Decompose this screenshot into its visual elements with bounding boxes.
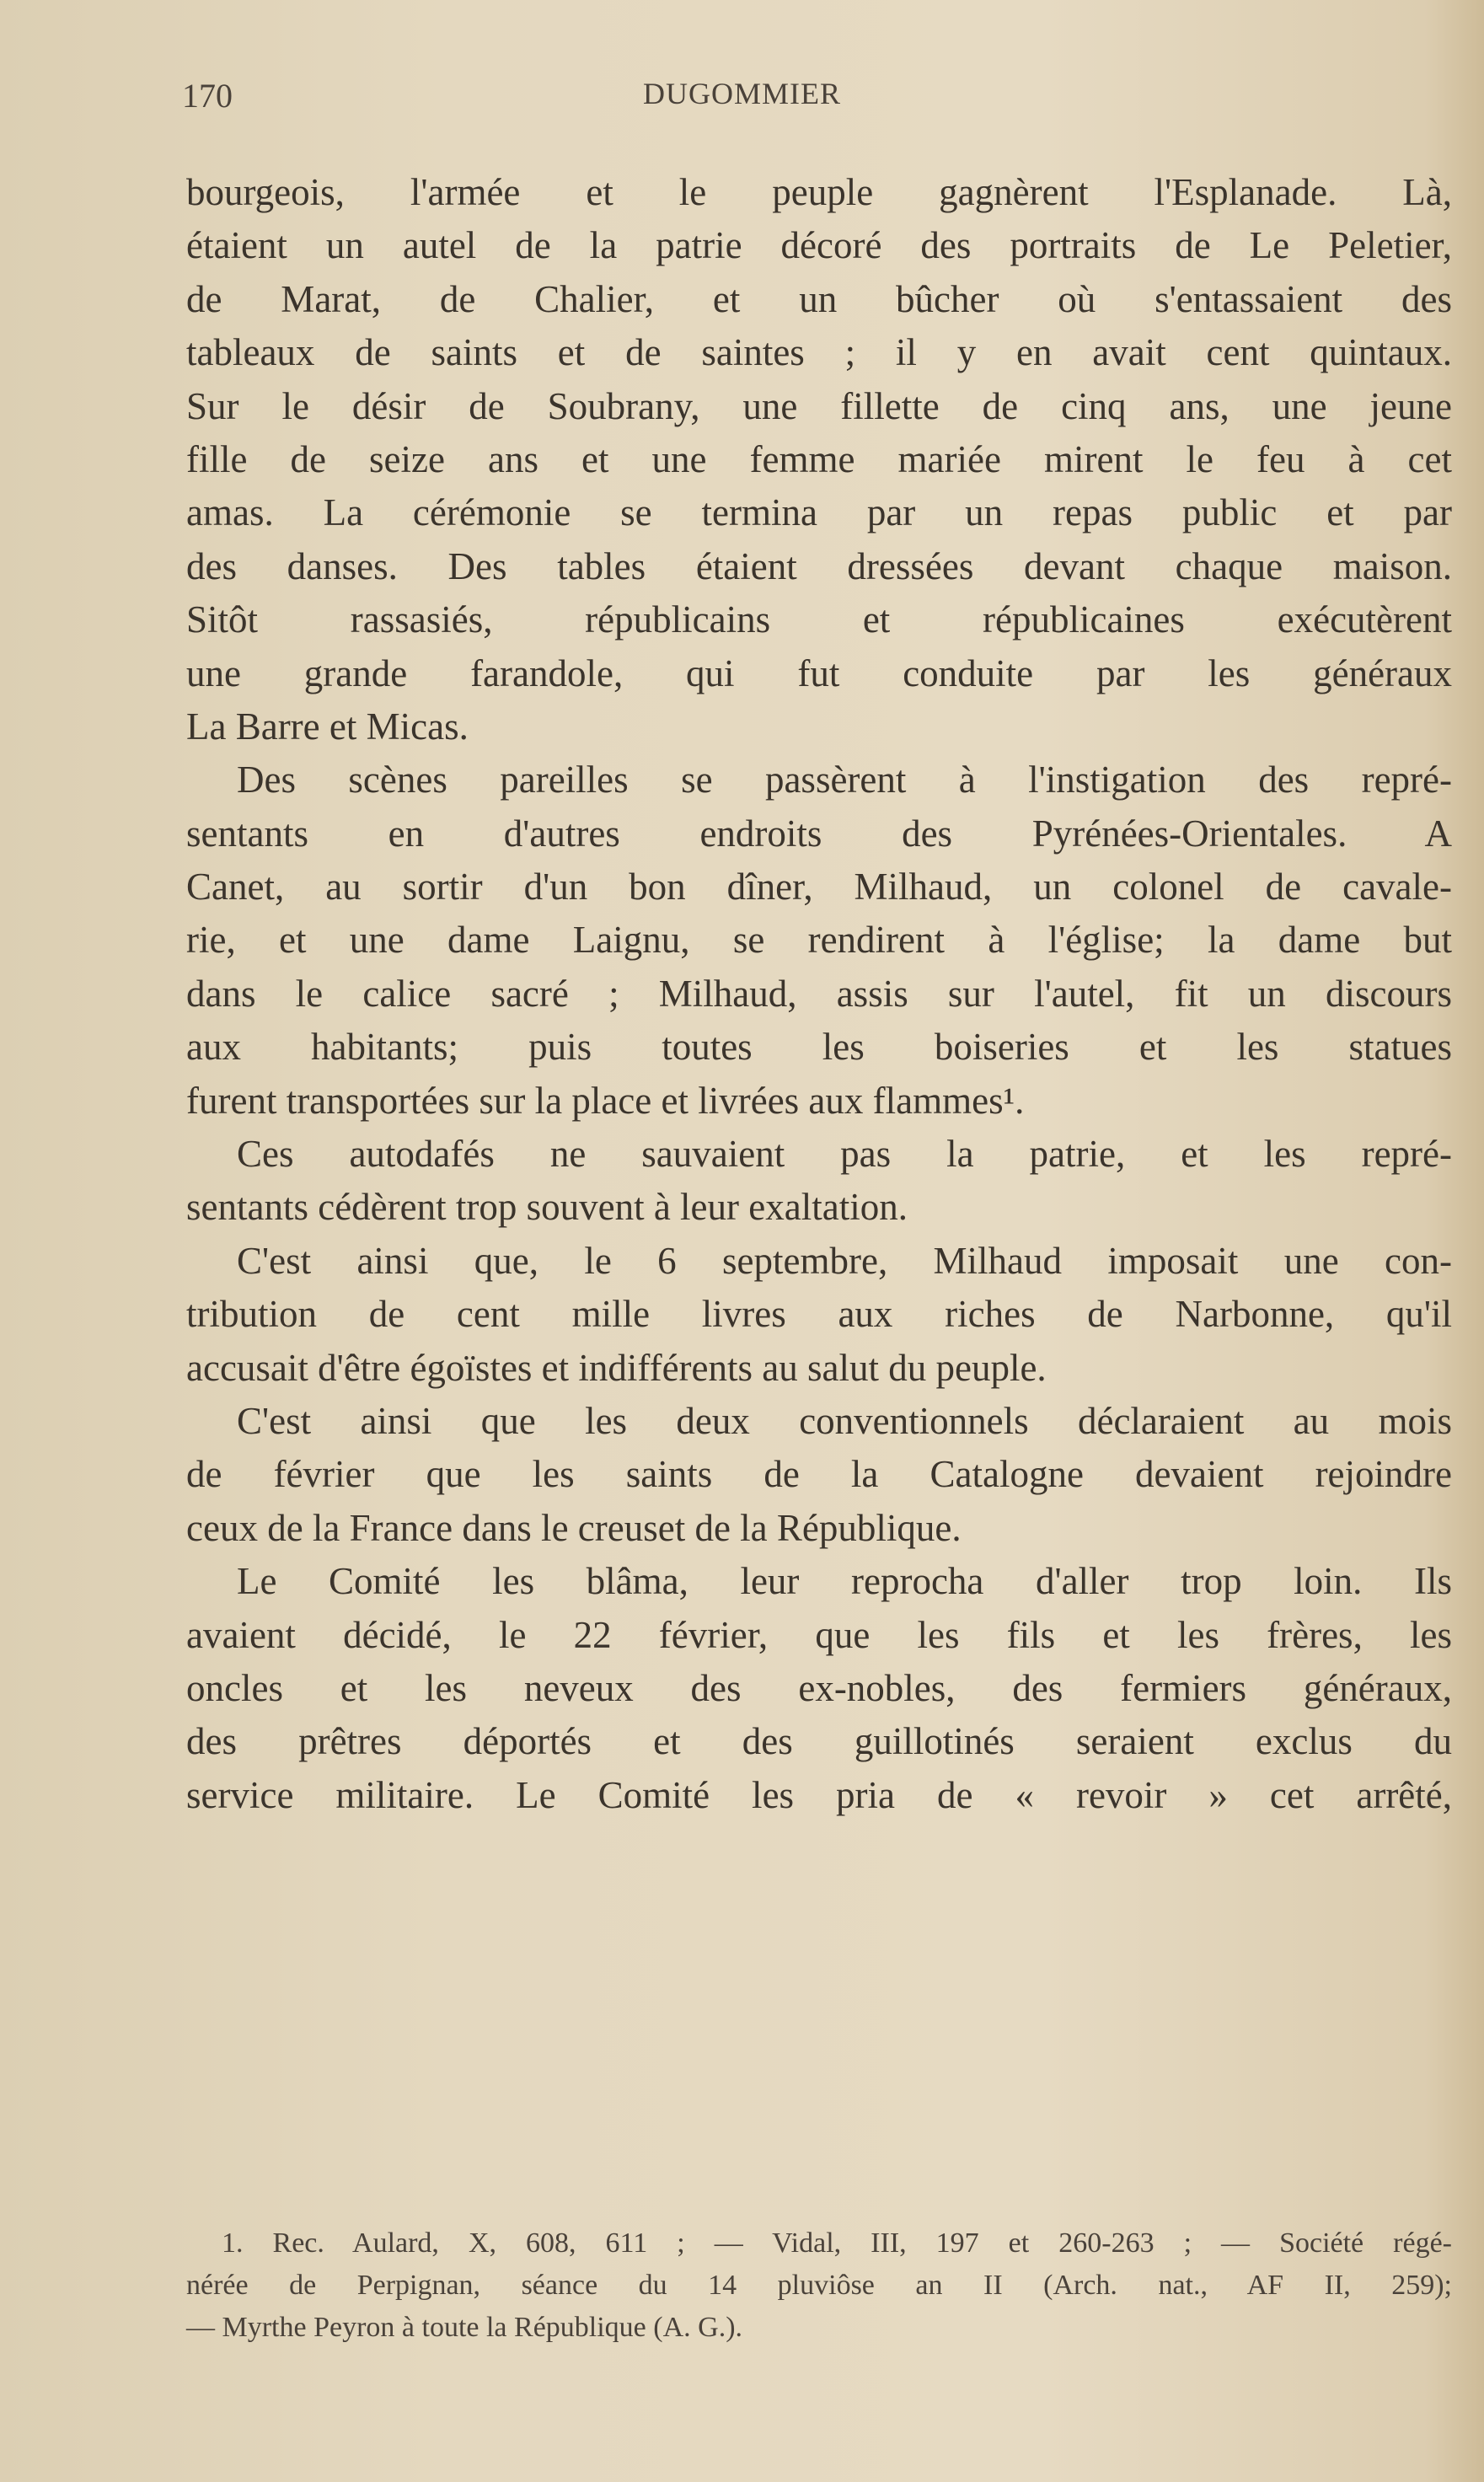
text-line: de février que les saints de la Catalogne devaient rejoindre bbox=[186, 1453, 1452, 1496]
text-line: C'est ainsi que les deux conventionnels déclaraient au mois bbox=[237, 1399, 1452, 1442]
text-line: Ces autodafés ne sauvaient pas la patrie, et les repré- bbox=[237, 1133, 1452, 1176]
text-line: Le Comité les blâma, leur reprocha d'aller trop loin. Ils bbox=[237, 1560, 1452, 1603]
text-line: dans le calice sacré ; Milhaud, assis sur l'autel, fit un discours bbox=[186, 972, 1452, 1015]
text-line: de Marat, de Chalier, et un bûcher où s'entassaient des bbox=[186, 277, 1452, 320]
text-line: oncles et les neveux des ex-nobles, des fermiers généraux, bbox=[186, 1666, 1452, 1709]
text-line: étaient un autel de la patrie décoré des portraits de Le Peletier, bbox=[186, 224, 1452, 267]
text-line: des prêtres déportés et des guillotinés seraient exclus du bbox=[186, 1720, 1452, 1763]
text-line: des danses. Des tables étaient dressées devant chaque maison. bbox=[186, 544, 1452, 587]
text-line: accusait d'être égoïstes et indifférents au salut du peuple. bbox=[186, 1346, 1047, 1389]
text-line: service militaire. Le Comité les pria de « revoir » cet arrêté, bbox=[186, 1773, 1452, 1816]
text-line: tableaux de saints et de saintes ; il y en avait cent quintaux. bbox=[186, 331, 1452, 374]
text-line: tribution de cent mille livres aux riches de Narbonne, qu'il bbox=[186, 1293, 1452, 1336]
footnote-line: — Myrthe Peyron à toute la République (A. G.). bbox=[186, 2312, 743, 2343]
footnote-line: nérée de Perpignan, séance du 14 pluviôse an II (Arch. nat., AF II, 259); bbox=[186, 2270, 1452, 2301]
text-line: Des scènes pareilles se passèrent à l'instigation des repré- bbox=[237, 759, 1452, 801]
text-line: furent transportées sur la place et livrées aux flammes¹. bbox=[186, 1079, 1025, 1122]
text-line: Sitôt rassasiés, républicains et républicaines exécutèrent bbox=[186, 598, 1452, 641]
page-number: 170 bbox=[182, 77, 233, 115]
text-line: La Barre et Micas. bbox=[186, 705, 469, 748]
text-line: sentants cédèrent trop souvent à leur exaltation. bbox=[186, 1186, 908, 1229]
text-line: une grande farandole, qui fut conduite par les généraux bbox=[186, 651, 1452, 694]
text-line: ceux de la France dans le creuset de la République. bbox=[186, 1506, 962, 1549]
text-line: aux habitants; puis toutes les boiseries et les statues bbox=[186, 1026, 1452, 1069]
footnote-line: 1. Rec. Aulard, X, 608, 611 ; — Vidal, III, 197 et 260-263 ; — Société régé- bbox=[222, 2227, 1452, 2259]
text-line: Canet, au sortir d'un bon dîner, Milhaud, un colonel de cavale- bbox=[186, 866, 1452, 909]
text-line: Sur le désir de Soubrany, une fillette de cinq ans, une jeune bbox=[186, 384, 1452, 427]
text-line: fille de seize ans et une femme mariée mirent le feu à cet bbox=[186, 437, 1452, 480]
body-text bbox=[186, 166, 1452, 1822]
footnotes bbox=[186, 2222, 1452, 2349]
running-title: DUGOMMIER bbox=[642, 77, 841, 110]
text-line: rie, et une dame Laignu, se rendirent à l'église; la dame but bbox=[186, 919, 1452, 962]
text-line: amas. La cérémonie se termina par un repas public et par bbox=[186, 491, 1452, 534]
text-line: avaient décidé, le 22 février, que les fils et les frères, les bbox=[186, 1613, 1452, 1656]
text-line: C'est ainsi que, le 6 septembre, Milhaud imposait une con- bbox=[237, 1239, 1452, 1282]
text-line: bourgeois, l'armée et le peuple gagnèrent l'Esplanade. Là, bbox=[186, 171, 1452, 213]
text-line: sentants en d'autres endroits des Pyrénées-Orientales. A bbox=[186, 812, 1452, 855]
